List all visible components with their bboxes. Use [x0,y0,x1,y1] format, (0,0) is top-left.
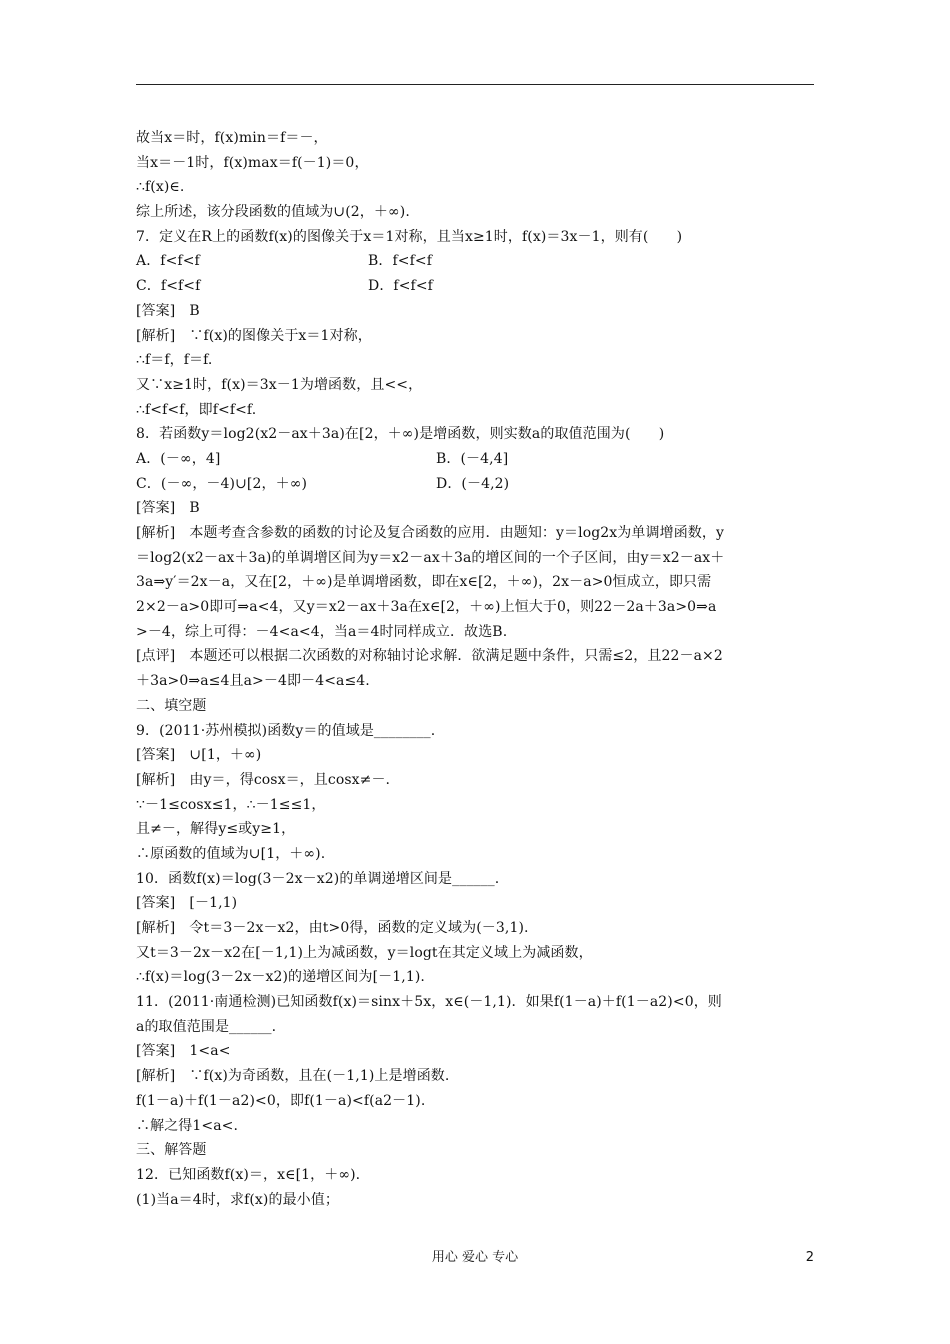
q8-options-row-2 [136,472,816,497]
page-content [136,126,816,1212]
question-7: 7．定义在R上的函数f(x)的图像关于x＝1对称，且当x≥1时，f(x)＝3x－1，则有( ) [136,228,683,245]
page-number: 2 [805,1250,814,1265]
text-line: ∴f<f<f，即f<f<f. [136,401,257,418]
text-line: ∴f＝f，f＝f. [136,352,213,369]
header-rule [136,84,814,85]
q7-option-c: C．f<f<f [136,278,201,295]
text-line: 综上所述，该分段函数的值域为∪(2，＋∞). [136,204,410,221]
q8-option-b: B．(－4,4] [436,450,509,467]
text-line: ＝log2(x2－ax＋3a)的单调增区间为y＝x2－ax＋3a的增区间的一个子区间，由y＝x2－ax＋ [136,549,725,566]
text-line: ∴f(x)∈. [136,179,185,196]
footer-slogan: 用心 爱心 专心 [431,1250,519,1265]
question-12: 12．已知函数f(x)＝，x∈[1，＋∞). [136,1166,361,1183]
q7-options-row-1 [136,249,816,274]
q7-option-b: B．f<f<f [368,253,432,270]
text-line: ∴解之得1<a<. [136,1117,239,1134]
text-line: [解析] 本题考查含参数的函数的讨论及复合函数的应用．由题知：y＝log2x为单调增函数，y [136,525,725,541]
text-line: ∴f(x)＝log(3－2x－x2)的递增区间为[－1,1). [136,969,425,986]
q8-option-c: C．(－∞，－4)∪[2，＋∞) [136,475,308,492]
q7-option-a: A．f<f<f [136,253,200,270]
text-line: ∵－1≤cosx≤1，∴－1≤≤1， [136,796,326,813]
text-line: [解析] 令t＝3－2x－x2，由t>0得，函数的定义域为(－3,1). [136,920,529,936]
text-line: a的取值范围是______. [136,1018,277,1035]
q10-answer: [答案] [－1,1) [136,895,238,912]
q8-options-row-1 [136,447,816,472]
text-line: >－4，综上可得：－4<a<4，当a＝4时同样成立．故选B. [136,623,508,640]
q8-option-a: A．(－∞，4] [136,450,221,467]
text-line: ∴原函数的值域为∪[1，＋∞). [136,845,326,862]
text-line: ＋3a>0⇒a≤4且a>－4即－4<a≤4. [136,673,370,690]
question-8: 8．若函数y＝log2(x2－ax＋3a)在[2，＋∞)是增函数，则实数a的取值范围为( ) [136,426,665,443]
q9-answer: [答案] ∪[1，＋∞) [136,747,262,764]
text-line: 且≠－，解得y≤或y≥1， [136,821,296,838]
q8-option-d: D．(－4,2) [436,475,510,492]
q7-answer: [答案] B [136,302,200,319]
question-10: 10．函数f(x)＝log(3－2x－x2)的单调递增区间是______. [136,870,500,887]
question-9: 9．(2011·苏州模拟)函数y＝的值域是________. [136,722,436,739]
section-heading: 三、解答题 [136,1142,207,1159]
q11-answer: [答案] 1<a< [136,1043,231,1060]
text-line: (1)当a＝4时，求f(x)的最小值； [136,1191,339,1208]
q7-option-d: D．f<f<f [368,278,433,295]
q7-options-row-2 [136,274,816,299]
section-heading: 二、填空题 [136,697,207,714]
text-line: 2×2－a>0即可⇒a<4，又y＝x2－ax＋3a在x∈[2，＋∞)上恒大于0，则22－2a＋3a>0⇒a [136,599,717,616]
text-line: 3a⇒y′＝2x－a，又在[2，＋∞)是单调增函数，即在x∈[2，＋∞)，2x－a>0恒成立，即只需 [136,574,712,591]
text-line: [解析] ∵f(x)为奇函数，且在(－1,1)上是增函数. [136,1068,450,1085]
text-line: 又t＝3－2x－x2在[－1,1)上为减函数，y＝logt在其定义域上为减函数， [136,944,593,961]
text-line: [解析] 由y＝，得cosx＝，且cosx≠－. [136,771,391,788]
text-line: 又∵x≥1时，f(x)＝3x－1为增函数，且<<， [136,376,423,393]
q8-answer: [答案] B [136,500,200,517]
question-11: 11．(2011·南通检测)已知函数f(x)＝sinx＋5x，x∈(－1,1)．如果f(1－a)＋f(1－a2)<0，则 [136,994,722,1011]
text-line: 当x＝－1时，f(x)max＝f(－1)＝0， [136,154,369,171]
text-line: 故当x＝时，f(x)min＝f＝－， [136,130,328,146]
text-line: f(1－a)＋f(1－a2)<0，即f(1－a)<f(a2－1). [136,1092,426,1109]
text-line: [解析] ∵f(x)的图像关于x＝1对称， [136,327,372,344]
text-line: [点评] 本题还可以根据二次函数的对称轴讨论求解．欲满足题中条件，只需≤2，且22－a×2 [136,648,723,665]
